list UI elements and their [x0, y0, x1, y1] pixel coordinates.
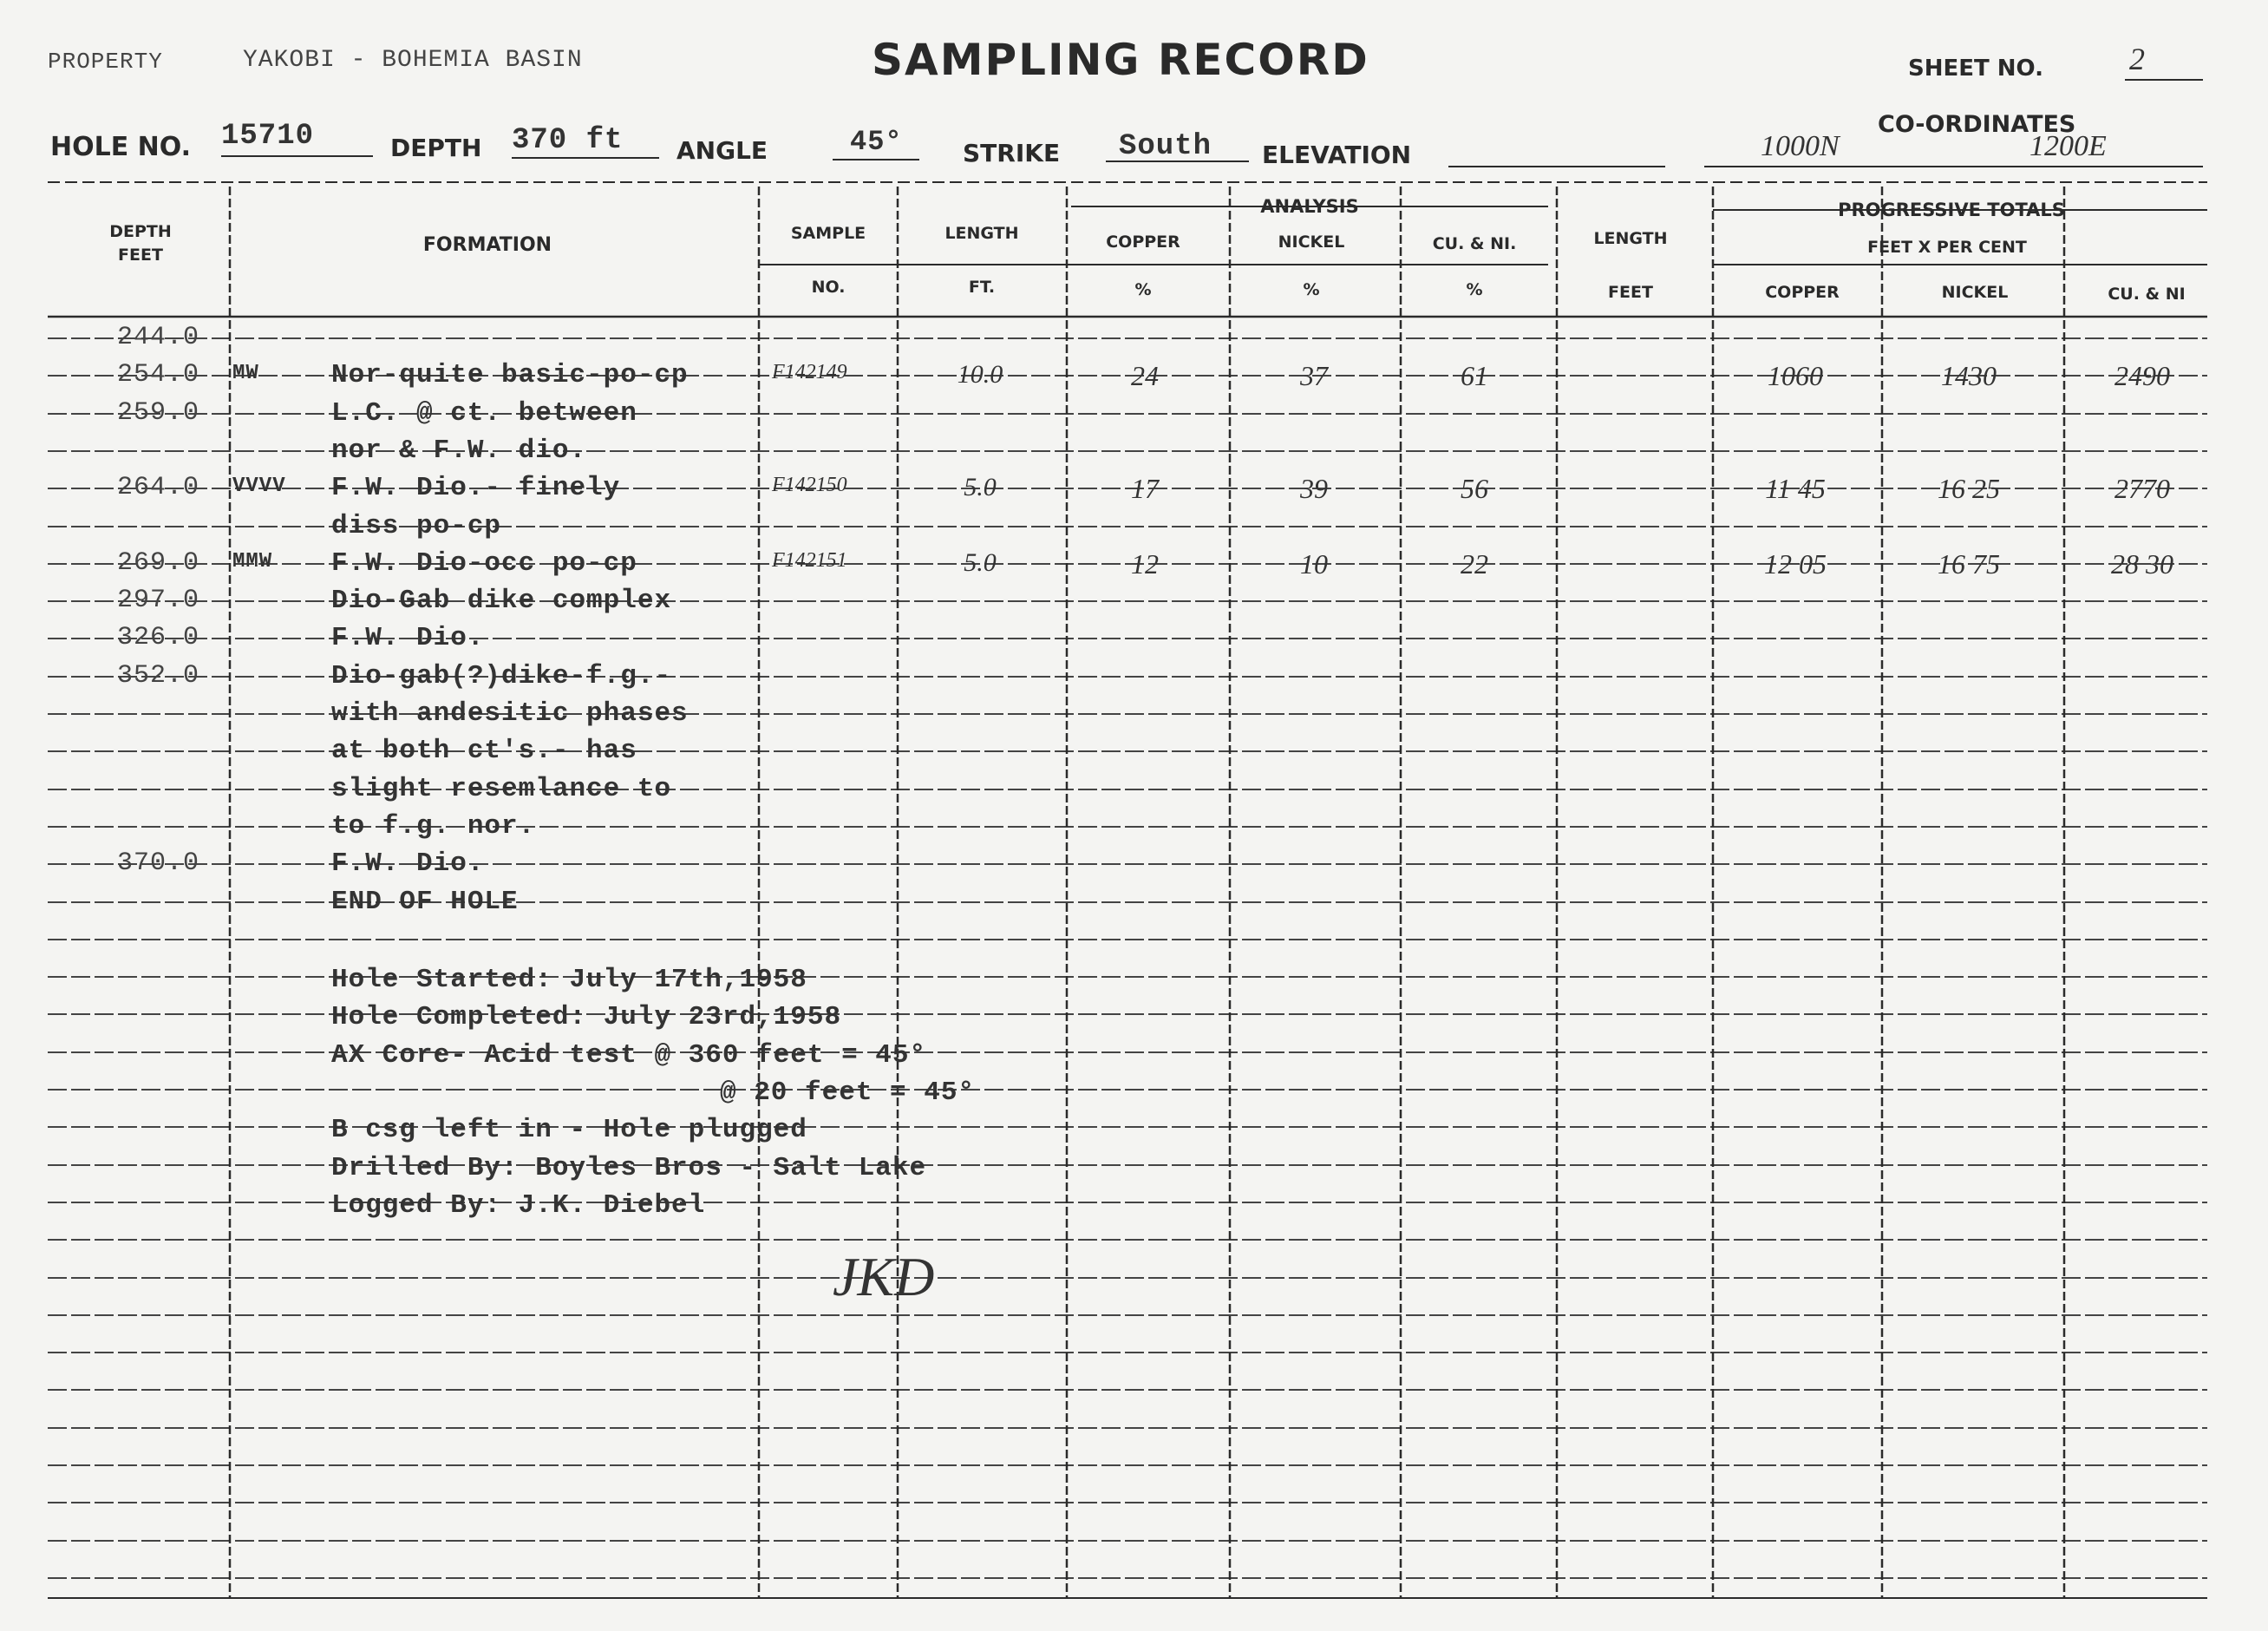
sample-no-0: F142149 — [772, 361, 847, 384]
formation-line-3: nor & F.W. dio. — [331, 435, 587, 466]
note-line-1: Hole Completed: July 23rd,1958 — [331, 1002, 842, 1033]
formation-code-4: VVVV — [232, 475, 286, 499]
sample-length-1: 5.0 — [964, 473, 997, 502]
note-line-2: AX Core- Acid test @ 360 feet = 45° — [331, 1039, 927, 1071]
prog-copper-1: 11 45 — [1765, 473, 1826, 505]
formation-line-11: at both ct's.- has — [331, 736, 637, 767]
sample-nickel-2: 10 — [1300, 547, 1328, 580]
col-formation-header: FORMATION — [422, 234, 552, 256]
coordinate-east: 1200E — [2029, 130, 2107, 162]
formation-line-10: with andesitic phases — [331, 698, 689, 729]
formation-line-13: to f.g. nor. — [331, 810, 536, 842]
sample-cuni-2: 22 — [1461, 547, 1488, 580]
depth-value-2: 259.0 — [116, 397, 199, 428]
prog-copper-2: 12 05 — [1764, 547, 1827, 580]
col-length2-header: LENGTH — [1593, 229, 1668, 248]
formation-line-14: F.W. Dio. — [331, 848, 485, 880]
col-feet-x-pct-header: FEET X PER CENT — [1867, 238, 2027, 257]
strike-label: STRIKE — [963, 139, 1061, 167]
formation-line-5: diss po-cp — [331, 510, 502, 541]
depth-value-4: 269.0 — [116, 547, 199, 578]
sheet-value: 2 — [2129, 42, 2145, 76]
col-depth-header-2: FEET — [118, 246, 163, 265]
prog-nickel-1: 16 25 — [1938, 473, 2000, 505]
property-label: PROPERTY — [48, 49, 163, 75]
note-line-3: @ 20 feet = 45° — [720, 1078, 976, 1108]
col-prog-cuni: CU. & NI — [2108, 285, 2186, 304]
prog-cuni-1: 2770 — [2114, 473, 2170, 505]
formation-line-6: F.W. Dio-occ po-cp — [331, 547, 637, 579]
col-prog-copper: COPPER — [1765, 283, 1840, 302]
sample-copper-0: 24 — [1131, 360, 1159, 392]
col-sample-no: NO. — [811, 278, 846, 297]
prog-nickel-0: 1430 — [1941, 360, 1997, 392]
coordinate-north: 1000N — [1761, 130, 1840, 162]
sample-copper-2: 12 — [1131, 547, 1159, 580]
sample-length-2: 5.0 — [964, 547, 997, 577]
depth-label: DEPTH — [390, 134, 482, 162]
hole-label: HOLE NO. — [50, 132, 192, 162]
sample-no-1: F142150 — [772, 474, 847, 497]
col-nickel-pct: % — [1303, 280, 1320, 299]
handwritten-initials: JKD — [833, 1246, 935, 1307]
col-progressive-header: PROGRESSIVE TOTALS — [1838, 200, 2065, 220]
col-nickel-header: NICKEL — [1278, 233, 1345, 252]
prog-cuni-2: 28 30 — [2111, 547, 2173, 580]
col-copper-pct: % — [1134, 280, 1152, 299]
formation-code-1: MW — [232, 362, 259, 386]
col-feet-header: FEET — [1608, 283, 1653, 302]
sample-nickel-0: 37 — [1300, 360, 1328, 392]
col-depth-header-1: DEPTH — [109, 222, 172, 241]
depth-value-0: 244.0 — [116, 323, 199, 352]
prog-cuni-0: 2490 — [2114, 360, 2170, 392]
note-line-5: Drilled By: Boyles Bros - Salt Lake — [331, 1152, 927, 1183]
depth-value-7: 352.0 — [116, 660, 199, 691]
elevation-label: ELEVATION — [1262, 141, 1412, 169]
sample-cuni-0: 61 — [1461, 360, 1488, 392]
formation-line-2: L.C. @ ct. between — [331, 397, 637, 429]
formation-line-9: Dio-gab(?)dike-f.g.- — [331, 660, 672, 691]
formation-line-12: slight resemlance to — [331, 773, 672, 804]
col-sample-header: SAMPLE — [790, 224, 866, 243]
coordinates-label: CO-ORDINATES — [1878, 111, 2076, 138]
sample-length-0: 10.0 — [957, 360, 1003, 390]
formation-line-8: F.W. Dio. — [331, 623, 485, 654]
sample-cuni-1: 56 — [1461, 473, 1488, 505]
col-length-ft: FT. — [968, 278, 996, 297]
col-analysis-header: ANALYSIS — [1260, 196, 1359, 217]
angle-label: ANGLE — [676, 136, 768, 165]
col-length-header: LENGTH — [944, 224, 1019, 243]
depth-value: 370 ft — [512, 124, 624, 157]
sample-nickel-1: 39 — [1300, 473, 1328, 505]
depth-value-8: 370.0 — [116, 848, 199, 879]
hole-value: 15710 — [221, 120, 315, 153]
depth-value-5: 297.0 — [116, 586, 199, 616]
sheet-label: SHEET NO. — [1908, 56, 2043, 82]
note-line-0: Hole Started: July 17th,1958 — [331, 965, 807, 996]
sample-no-2: F142151 — [772, 548, 847, 572]
page-title: SAMPLING RECORD — [872, 35, 1369, 85]
formation-line-15: END OF HOLE — [331, 886, 519, 917]
property-value: YAKOBI - BOHEMIA BASIN — [243, 47, 583, 74]
formation-line-4: F.W. Dio.- finely — [331, 473, 621, 504]
note-line-6: Logged By: J.K. Diebel — [331, 1189, 706, 1221]
prog-nickel-2: 16 75 — [1938, 547, 2000, 580]
col-copper-header: COPPER — [1106, 233, 1180, 252]
depth-value-6: 326.0 — [116, 623, 199, 653]
col-prog-nickel: NICKEL — [1941, 283, 2009, 302]
col-cuni-pct: % — [1466, 280, 1483, 299]
formation-code-6: MMW — [232, 549, 273, 573]
depth-value-3: 264.0 — [116, 473, 199, 503]
strike-value: South — [1119, 130, 1212, 163]
prog-copper-0: 1060 — [1768, 360, 1823, 392]
formation-line-1: Nor-quite basic-po-cp — [331, 360, 689, 391]
depth-value-1: 254.0 — [116, 360, 199, 390]
formation-line-7: Dio-Gab dike complex — [331, 586, 672, 617]
col-cuni-header: CU. & NI. — [1432, 234, 1517, 253]
note-line-4: B csg left in - Hole plugged — [331, 1115, 807, 1146]
angle-value: 45° — [850, 126, 903, 158]
sample-copper-1: 17 — [1131, 473, 1159, 505]
